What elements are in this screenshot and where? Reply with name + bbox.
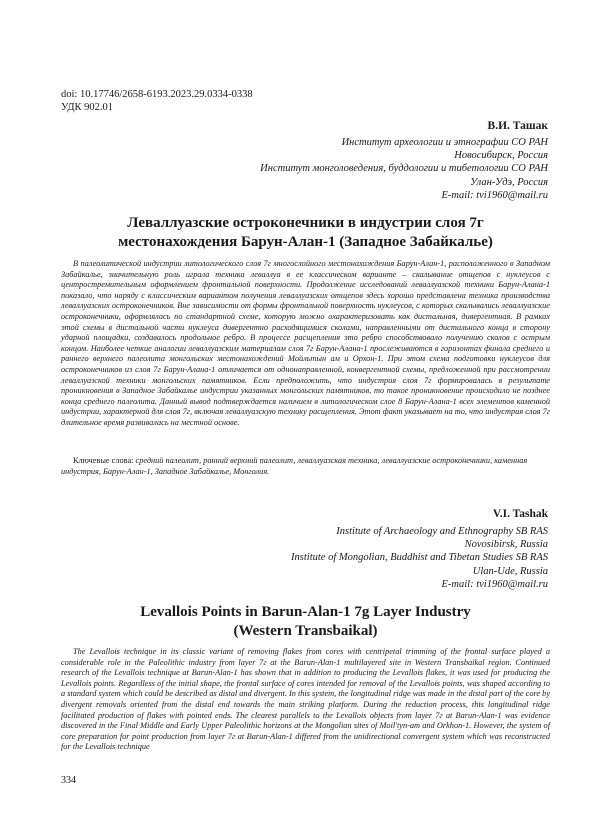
keywords-text: средний палеолит, ранний верхний палеолит, леваллуазская техника, леваллуазские остроконечники, каменная индустрия, Барун-Алан-1, Западное Забайкалье, Монголия. [61,456,528,476]
article-meta [61,88,253,114]
title-line: (Western Transbaikal) [233,623,378,639]
udc-code: УДК 902.01 [61,102,114,113]
article-title-ru [61,214,550,252]
author-ru: В.И. Ташак [487,120,548,132]
affiliation-line: Novosibirsk, Russia [464,539,548,551]
title-line: Леваллуазские остроконечники в индустрии слоя 7г [127,215,484,231]
author-en: V.I. Tashak [492,508,548,520]
affiliation-line: Институт монголоведения, буддологии и тибетологии СО РАН [260,163,548,175]
affiliation-line: Institute of Archaeology and Ethnography SB RAS [336,526,548,537]
affiliation-line: Улан-Удэ, Россия [470,176,548,188]
affiliations-en [68,525,548,591]
affiliation-line: Institute of Mongolian, Buddhist and Tibetan Studies SB RAS [291,552,548,564]
doi: doi: 10.17746/2658-6193.2023.29.0334-0338 [61,89,253,100]
title-line: Levallois Points in Barun-Alan-1 7g Layer Industry [140,604,471,620]
affiliation-line: Институт археологии и этнографии СО РАН [341,137,548,148]
title-line: местонахождения Барун-Алан-1 (Западное Забайкалье) [118,234,493,250]
abstract-ru: В палеолитической индустрии литологического слоя 7г многослойного местонахождения Барун-Алан-1, расположенного в Западном Забайкалье, значительную роль играла техника леваллуа в ее классическом варианте – скалывание отщепов с нуклеусов с центростремительным оформлением фронтальной поверхности. Продолжение исследований леваллуазской техники Барун-Алана-1 показало, что наряду с классическим вариантом получения леваллуазских отщепов здесь хорошо представлена техника производства леваллуазских остроконечников. Вне зависимости от формы фронтальной поверхность нуклеусов, с которых скалывались леваллуазские остроконечники, оформлялась по стандартной схеме, которую можно охарактеризовать как дистальная, дивергентная. В рамках этой схемы в дистальной части нуклеуса дивергентно расходящимися сколами, направленными от дистального конца в сторону ударной площадки, создавалось продольное ребро. В процессе расщепления это ребро способствовало получению сколов с острым концом. Наиболее четкие аналогии леваллуазским материалам слоя 7г Барун-Алана-1 прослеживаются в горизонтах финала среднего и раннего верхнего палеолита монгольских местонахождений Мойльтын ам и Орхон-1. При этом схема подготовки нуклеусов для остроконечников из слоя 7г Барун-Алана-1 отличается от однонаправленной, конвергентной схемы, предложенной при рассмотрении леваллуазской техники монгольских памятников. Если предположить, что индустрия слоя 7г формировалась в результате проникновения в Западное Забайкалье индустрии указанных монгольских памятников, то такое проникновение происходило не позднее конца среднего палеолита. Данный вывод подтверждается наличием в литологическом слое 8 Барун-Алана-1 всех элементов каменной индустрии, характерной для слоя 7г, включая леваллуазскую технику расщепления. Этот факт указывает на то, что индустрия слоя 7г длительное время развивалась на местной основе. [61,259,550,427]
keywords-label: Ключевые слова: [73,456,134,465]
affiliation-line: Новосибирск, Россия [454,150,548,162]
affiliations-ru [68,136,548,202]
email-en: E-mail: tvi1960@mail.ru [441,578,548,590]
abstract-en: The Levallois technique in its classic variant of removing flakes from cores with centripetal trimming of the frontal surface played a considerable role in the Paleolithic industry from layer 7г at the Barun-Alan-1 multilayered site in Western Transbaikal region. Continued research of the Levallois technique at Barun-Alan-1 has shown that in addition to producing the Levallois flakes, it was used for producing the Levallois points. Regardless of the initial shape, the frontal surface of cores intended for removal of the Levallois points, was shaped according to a standard system which could be described as distal and divergent. In this system, the longitudinal ridge was made in the distal part of the core by divergent removals oriented from the distal end towards the main striking platform. During the reduction process, this longitudinal ridge facilitated production of flakes with pointed ends. The clearest parallels to the Levallois objects from layer 7г at Barun-Alan-1 was evidence discovered in the Final Middle and Early Upper Paleolithic horizons at the Mongolian sites of Moil'tyn-am and Orkhon-1. However, the system of core preparation for point production from layer 7г at Barun-Alan-1 differed from the unidirectional convergent system which was reconstructed for the Levallois technique [61,647,551,752]
keywords-ru [61,456,550,477]
email-ru: E-mail: tvi1960@mail.ru [441,189,548,201]
page-number: 334 [61,775,76,786]
article-title-en [61,603,550,641]
affiliation-line: Ulan-Ude, Russia [472,565,548,577]
